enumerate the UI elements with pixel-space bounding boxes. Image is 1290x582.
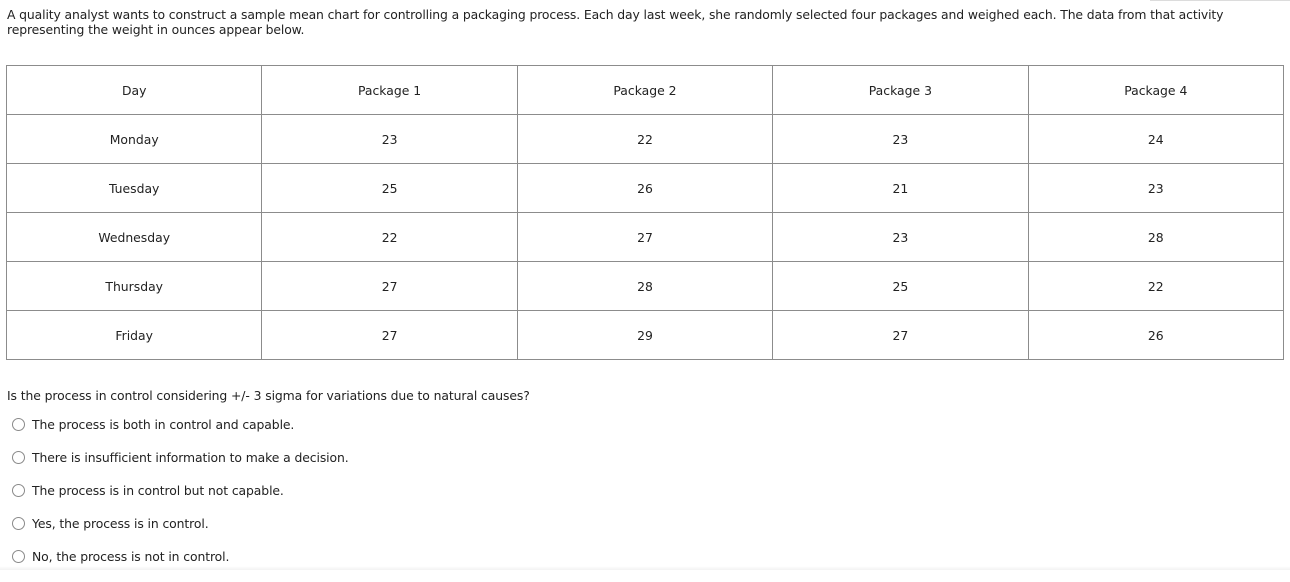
radio-button[interactable] bbox=[12, 517, 25, 530]
table-cell: 22 bbox=[262, 213, 517, 262]
table-cell: Wednesday bbox=[7, 213, 262, 262]
weights-table bbox=[6, 65, 1284, 360]
table-cell: 23 bbox=[773, 115, 1028, 164]
column-header-package-4: Package 4 bbox=[1028, 66, 1283, 115]
table-row bbox=[7, 213, 1284, 262]
column-header-package-2: Package 2 bbox=[517, 66, 772, 115]
table-cell: Tuesday bbox=[7, 164, 262, 213]
radio-button[interactable] bbox=[12, 484, 25, 497]
column-header-package-1: Package 1 bbox=[262, 66, 517, 115]
bottom-fade bbox=[0, 566, 1290, 570]
answer-option-4[interactable] bbox=[12, 516, 349, 549]
table-cell: 25 bbox=[773, 262, 1028, 311]
answer-option-2[interactable] bbox=[12, 450, 349, 483]
radio-button[interactable] bbox=[12, 418, 25, 431]
answer-option-1[interactable] bbox=[12, 417, 349, 450]
answer-option-label[interactable]: The process is both in control and capable. bbox=[32, 417, 295, 432]
table-cell: 26 bbox=[1028, 311, 1283, 360]
problem-statement: A quality analyst wants to construct a sample mean chart for controlling a packaging process. Each day last week, she randomly selected four packages and weighed each. The data from that activity representing the weight in ounces appear below. bbox=[7, 7, 1224, 37]
table-cell: 25 bbox=[262, 164, 517, 213]
table-cell: 24 bbox=[1028, 115, 1283, 164]
table-cell: 27 bbox=[517, 213, 772, 262]
table-cell: 29 bbox=[517, 311, 772, 360]
table-cell: 22 bbox=[1028, 262, 1283, 311]
table-cell: 28 bbox=[517, 262, 772, 311]
answer-option-label[interactable]: Yes, the process is in control. bbox=[32, 516, 209, 531]
table-row bbox=[7, 164, 1284, 213]
table-cell: 23 bbox=[262, 115, 517, 164]
radio-button[interactable] bbox=[12, 451, 25, 464]
answer-option-label[interactable]: No, the process is not in control. bbox=[32, 549, 230, 564]
answer-option-3[interactable] bbox=[12, 483, 349, 516]
question-text: Is the process in control considering +/- 3 sigma for variations due to natural causes? bbox=[7, 388, 530, 403]
table-cell: Monday bbox=[7, 115, 262, 164]
table-row bbox=[7, 311, 1284, 360]
column-header-day: Day bbox=[7, 66, 262, 115]
table-cell: 23 bbox=[1028, 164, 1283, 213]
table-cell: 22 bbox=[517, 115, 772, 164]
column-header-package-3: Package 3 bbox=[773, 66, 1028, 115]
table-row bbox=[7, 115, 1284, 164]
table-cell: 27 bbox=[773, 311, 1028, 360]
table-cell: Thursday bbox=[7, 262, 262, 311]
radio-button[interactable] bbox=[12, 550, 25, 563]
table-cell: 27 bbox=[262, 311, 517, 360]
table-cell: 28 bbox=[1028, 213, 1283, 262]
table-cell: 26 bbox=[517, 164, 772, 213]
answer-options bbox=[12, 417, 349, 582]
table-cell: 23 bbox=[773, 213, 1028, 262]
top-divider bbox=[1150, 0, 1290, 3]
table-cell: Friday bbox=[7, 311, 262, 360]
table-header-row bbox=[7, 66, 1284, 115]
answer-option-label[interactable]: The process is in control but not capable. bbox=[32, 483, 284, 498]
table-cell: 21 bbox=[773, 164, 1028, 213]
table-row bbox=[7, 262, 1284, 311]
table-cell: 27 bbox=[262, 262, 517, 311]
answer-option-label[interactable]: There is insufficient information to make a decision. bbox=[32, 450, 349, 465]
